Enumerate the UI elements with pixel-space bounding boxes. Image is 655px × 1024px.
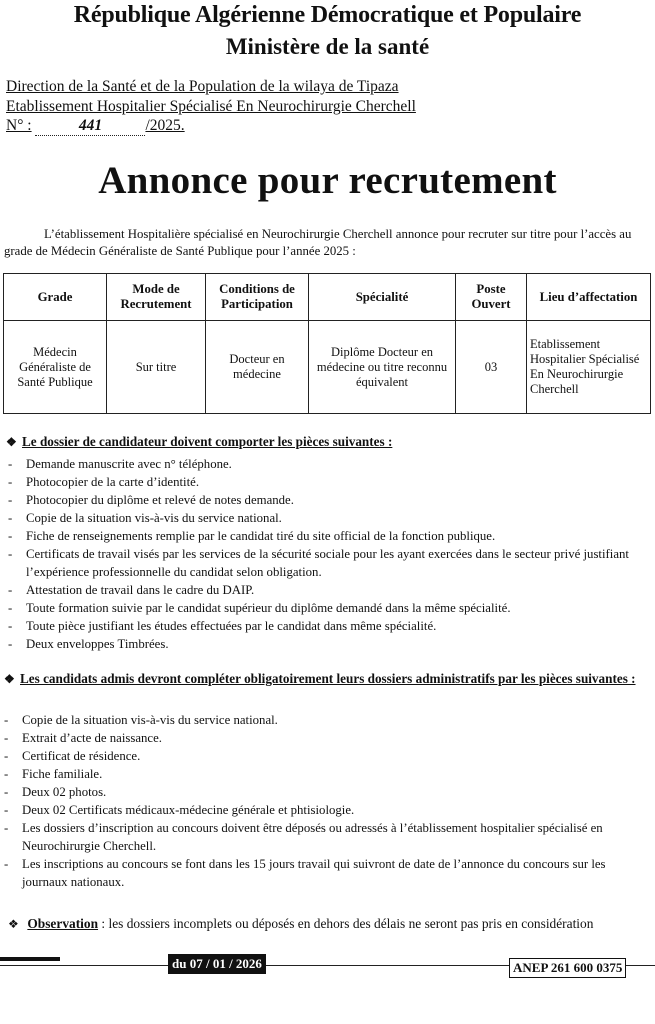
reference-prefix: N° : (6, 117, 32, 134)
table-header: Grade (4, 274, 107, 321)
section2-title-text: Les candidats admis devront compléter obligatoirement leurs dossiers administratifs par les pièces suivantes : (20, 671, 636, 686)
reference-suffix: /2025. (145, 117, 185, 134)
table-header: Mode de Recrutement (107, 274, 206, 321)
announcement-title: Annonce pour recrutement (98, 159, 557, 202)
recruitment-table (3, 273, 651, 414)
diamond-bullet-icon: ❖ (4, 672, 15, 686)
table-header-row (4, 274, 651, 321)
list-item: - Toute formation suivie par le candidat supérieur du diplôme demandé dans la même spécialité. (4, 599, 654, 617)
table-header: Conditions de Participation (206, 274, 309, 321)
table-header: Poste Ouvert (456, 274, 527, 321)
list-item: - Les inscriptions au concours se font dans les 15 jours travail qui suivront de date de l’annonce du concours sur les journaux nationaux. (0, 855, 652, 891)
table-header: Lieu d’affectation (527, 274, 651, 321)
list-item: - Fiche familiale. (0, 765, 652, 783)
list-item: - Les dossiers d’inscription au concours doivent être déposés ou adressés à l’établissement hospitalier spécialisé en Neurochirurgie Cherchell. (0, 819, 652, 855)
list-item: - Deux 02 Certificats médicaux-médecine générale et phtisiologie. (0, 801, 652, 819)
publication-date: du 07 / 01 / 2026 (168, 954, 266, 974)
intro-paragraph (4, 226, 649, 260)
list-item: - Copie de la situation vis-à-vis du service national. (4, 509, 654, 527)
diamond-bullet-icon: ❖ (6, 435, 17, 449)
list-item: - Deux 02 photos. (0, 783, 652, 801)
observation-label: Observation (27, 916, 99, 931)
table-row (4, 321, 651, 414)
reference-number (6, 117, 185, 136)
list-item: - Photocopier de la carte d’identité. (4, 473, 654, 491)
list-item: - Extrait d’acte de naissance. (0, 729, 652, 747)
republic-heading: République Algérienne Démocratique et Populaire (73, 2, 582, 28)
list-item: - Deux enveloppes Timbrées. (4, 635, 654, 653)
table-cell-grade: Médecin Généraliste de Santé Publique (4, 321, 107, 414)
observation-note (8, 915, 650, 933)
intro-text: L’établissement Hospitalière spécialisé en Neurochirurgie Cherchell annonce pour recruter sur titre pour l’accès au grade de Médecin Généraliste de Santé Publique pour l’année 2025 : (4, 227, 632, 258)
section1-title-text: Le dossier de candidateur doivent comporter les pièces suivantes : (22, 434, 393, 449)
table-cell-positions: 03 (456, 321, 527, 414)
list-item: - Attestation de travail dans le cadre du DAIP. (4, 581, 654, 599)
observation-text: : les dossiers incomplets ou déposés en dehors des délais ne seront pas pris en considération (101, 916, 594, 931)
table-cell-conditions: Docteur en médecine (206, 321, 309, 414)
list-item: - Fiche de renseignements remplie par le candidat tiré du site official de la fonction publique. (4, 527, 654, 545)
list-item: - Certificat de résidence. (0, 747, 652, 765)
footer-rule-mark (0, 957, 60, 961)
list-item: - Certificats de travail visés par les services de la sécurité sociale pour les ayant exercées dans le secteur privé justifiant l’expérience professionnelle du candidat selon obligation. (4, 545, 654, 581)
list-item: - Toute pièce justifiant les études effectuées par le candidat dans même spécialité. (4, 617, 654, 635)
section2-list (0, 711, 652, 891)
reference-value: 441 (35, 117, 145, 136)
table-cell-location: Etablissement Hospitalier Spécialisé En Neurochirurgie Cherchell (527, 321, 651, 414)
table-cell-specialty: Diplôme Docteur en médecine ou titre reconnu équivalent (309, 321, 456, 414)
establishment-line: Etablissement Hospitalier Spécialisé En Neurochirurgie Cherchell (6, 98, 416, 115)
ministry-heading: Ministère de la santé (225, 34, 430, 59)
table-header: Spécialité (309, 274, 456, 321)
section2-title (4, 671, 652, 687)
section1-title (6, 434, 392, 450)
list-item: - Copie de la situation vis-à-vis du service national. (0, 711, 652, 729)
list-item: - Photocopier du diplôme et relevé de notes demande. (4, 491, 654, 509)
anep-reference: ANEP 261 600 0375 (509, 958, 626, 978)
table-cell-mode: Sur titre (107, 321, 206, 414)
diamond-bullet-icon: ❖ (8, 917, 19, 931)
list-item: - Demande manuscrite avec n° téléphone. (4, 455, 654, 473)
direction-line: Direction de la Santé et de la Population de la wilaya de Tipaza (6, 78, 399, 95)
section1-list (4, 455, 654, 653)
